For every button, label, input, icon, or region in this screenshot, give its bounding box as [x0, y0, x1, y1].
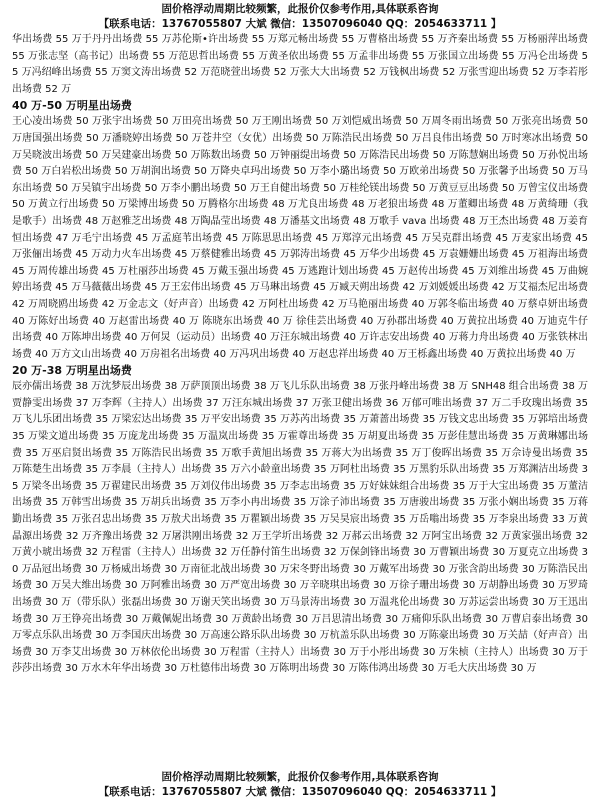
fee-list-40-50: 王心凌出场费 50 万张宇出场费 50 万田亮出场费 50 万王刚出场费 50 万刘恺威出场费 50 万周冬雨出场费 50 万张亮出场费 50 万唐国强出场费 50 万潘晓婷出场费 50 万苍井空（女优）出场费 50 万陈浩民出场费 50 万吕良伟出场费 50 万时寒冰出场费 50 万吴晓波出场费 50 万吴建豪出场费 50 万陈数出场费 50 万钟丽缇出场费 50 万陈浩民出场费 50 万陈慧娴出场费 50 万孙悦出场费 50 万白岩松出场费 50 万胡润出场费 50 万降央卓玛出场费 50 万李小璐出场费 50 万欧弟出场费 50 万张馨予出场费 50 万马东出场费 50 万吴镇宇出场费 50 万李小鹏出场费 50 万王自健出场费 50 万桂纶镁出场费 50 万黄豆豆出场费 50 万曾宝仪出场费 50 万黄立行出场费 50 万梁博出场费 50 万腾格尔出场费 48 万尤良出场费 48 万老狼出场费 48 万董卿出场费 48 万黄绮珊（我是歌手）出场费 48 万赵雅芝出场费 48 万陶晶莹出场费 48 万潘基文出场费 48 万歌手 vava 出场费 48 万王杰出场费 48 万姜育恒出场费 47 万毛宁出场费 45 万孟庭苇出场费 45 万陈思思出场费 45 万郑淳元出场费 45 万吴克群出场费 45 万麦家出场费 45 万张俪出场费 45 万动力火车出场费 45 万蔡健雅出场费 45 万郭涛出场费 45 万华少出场费 45 万袁姗姗出场费 45 万祖海出场费 45 万周传雄出场费 45 万杜丽莎出场费 45 万戴玉强出场费 45 万逃跑计划出场费 45 万赵传出场费 45 万刘维出场费 45 万曲婉婷出场费 45 万马薇薇出场费 45 万王宏伟出场费 45 万马琳出场费 45 万臧天朔出场费 42 万刘媛媛出场费 42 万艾福杰尼出场费 42 万周晓鸥出场费 42 万金志文（好声音）出场费 42 万阿杜出场费 42 万马艳丽出场费 40 万郭冬临出场费 40 万蔡卓妍出场费 40 万陈好出场费 40 万赵雷出场费 40 万 陈晓东出场费 40 万 徐佳芸出场费 40 万孙郡出场费 40 万黄拉出场费 40 万迪克牛仔出场费 40 万陈坤出场费 40 万何炅（运动员）出场费 40 万汪东城出场费 40 万许志安出场费 40 万蒋力舟出场费 40 万张铁林出场费 40 万方文山出场费 40 万房祖名出场费 40 万冯巩出场费 40 万赵忠祥出场费 40 万王栎鑫出场费 40 万黄拉出场费 40 万 — [12, 116, 588, 360]
section-title-20-38: 20 万-38 万明星出场费 — [12, 364, 132, 378]
fee-list-continued: 华出场费 55 万于丹丹出场费 55 万苏伦斯•许出场费 55 万郑元畅出场费 55 万曹格出场费 55 万齐秦出场费 55 万杨丽萍出场费 55 万张志坚（高书记）出场费 55 万范思哲出场费 55 万黄圣依出场费 55 万孟非出场费 55 万张国立出场费 55 万冯仑出场费 55 万冯绍峰出场费 55 万窦文涛出场费 52 万范晓萱出场费 52 万张大大出场费 52 万钱枫出场费 52 万张雪迎出场费 52 万李若彤出场费 52 万 — [12, 34, 588, 95]
footer-contact: 【联系电话：13767055807 大斌 微信：13507096040 QQ：2054633711 】 — [98, 786, 502, 798]
header-disclaimer: 固价格浮动周期比较频繁，此报价仅参考作用,具体联系咨询 — [161, 3, 439, 15]
fee-list-20-38: 辰亦儒出场费 38 万沈梦辰出场费 38 万萨顶顶出场费 38 万飞儿乐队出场费 38 万张丹峰出场费 38 万 SNH48 组合出场费 38 万贾静雯出场费 37 万李辉（主持人）出场费 37 万汪东城出场费 37 万张卫健出场费 36 万郁可唯出场费 37 万二手玫瑰出场费 35 万飞儿乐团出场费 35 万梁宏达出场费 35 万平安出场费 35 万苏芮出场费 35 万萧蔷出场费 35 万钱文忠出场费 35 万郭培出场费 35 万梁文道出场费 35 万庞龙出场费 35 万温岚出场费 35 万霍尊出场费 35 万胡夏出场费 35 万彭佳慧出场费 35 万黄琳娜出场费 35 万巫启贤出场费 35 万陈浩民出场费 35 万歌手黄旭出场费 35 万蒋大为出场费 35 万丁俊晖出场费 35 万佘诗曼出场费 35 万陈楚生出场费 35 万李晨（主持人）出场费 35 万六小龄童出场费 35 万阿杜出场费 35 万黑豹乐队出场费 35 万郑渊洁出场费 35 万梁冬出场费 35 万翟建民出场费 35 万刘仪伟出场费 35 万李志出场费 35 万好妹妹组合出场费 35 万于大宝出场费 35 万董洁出场费 35 万韩雪出场费 35 万胡兵出场费 35 万李小冉出场费 35 万涂子沛出场费 35 万唐骏出场费 35 万张小娴出场费 35 万蒋勤出场费 35 万张召忠出场费 35 万敖犬出场费 35 万瞿颖出场费 35 万吴昊宸出场费 35 万岳嗡出场费 35 万李泉出场费 33 万黄晶源出场费 32 万齐豫出场费 32 万屠洪刚出场费 32 万王学圻出场费 32 万郝云出场费 32 万阿宝出场费 32 万黄家强出场费 32 万黄小琥出场费 32 万程雷（主持人）出场费 32 万任静付笛生出场费 32 万保剑锋出场费 30 万曹颖出场费 30 万夏克立出场费 30 万品冠出场费 30 万杨威出场费 30 万南征北战出场费 30 万宋冬野出场费 30 万戴军出场费 30 万张含韵出场费 30 万陈浩民出场费 30 万吴大维出场费 30 万阿雅出场费 30 万严宽出场费 30 万辛晓琪出场费 30 万徐子珊出场费 30 万胡静出场费 30 万罗琦出场费 30 万（带乐队）张磊出场费 30 万谢天笑出场费 30 万马景涛出场费 30 万温兆伦出场费 30 万苏运尝出场费 30 万王迅出场费 30 万王铮亮出场费 30 万戴佩妮出场费 30 万黄龄出场费 30 万吕思清出场费 30 万痛仰乐队出场费 30 万曹启泰出场费 30 万零点乐队出场费 30 万李国庆出场费 30 万高速公路乐队出场费 30 万杭盖乐队出场费 30 万陈豪出场费 30 万关喆（好声音）出场费 30 万李艾出场费 30 万林依伦出场费 30 万程雷（主持人）出场费 30 万于小彤出场费 30 万朱桢（主持人）出场费 30 万于莎莎出场费 30 万水木年华出场费 30 万杜德伟出场费 30 万陈明出场费 30 万陈伟鸿出场费 30 万毛大庆出场费 30 万 — [12, 381, 588, 675]
footer-disclaimer: 固价格浮动周期比较频繁，此报价仅参考作用,具体联系咨询 — [161, 771, 439, 783]
section-title-40-50: 40 万-50 万明星出场费 — [12, 99, 132, 113]
footer-notice — [12, 770, 588, 800]
header-contact: 【联系电话：13767055807 大斌 微信：13507096040 QQ：2054633711 】 — [98, 18, 502, 30]
header-notice — [12, 2, 588, 32]
